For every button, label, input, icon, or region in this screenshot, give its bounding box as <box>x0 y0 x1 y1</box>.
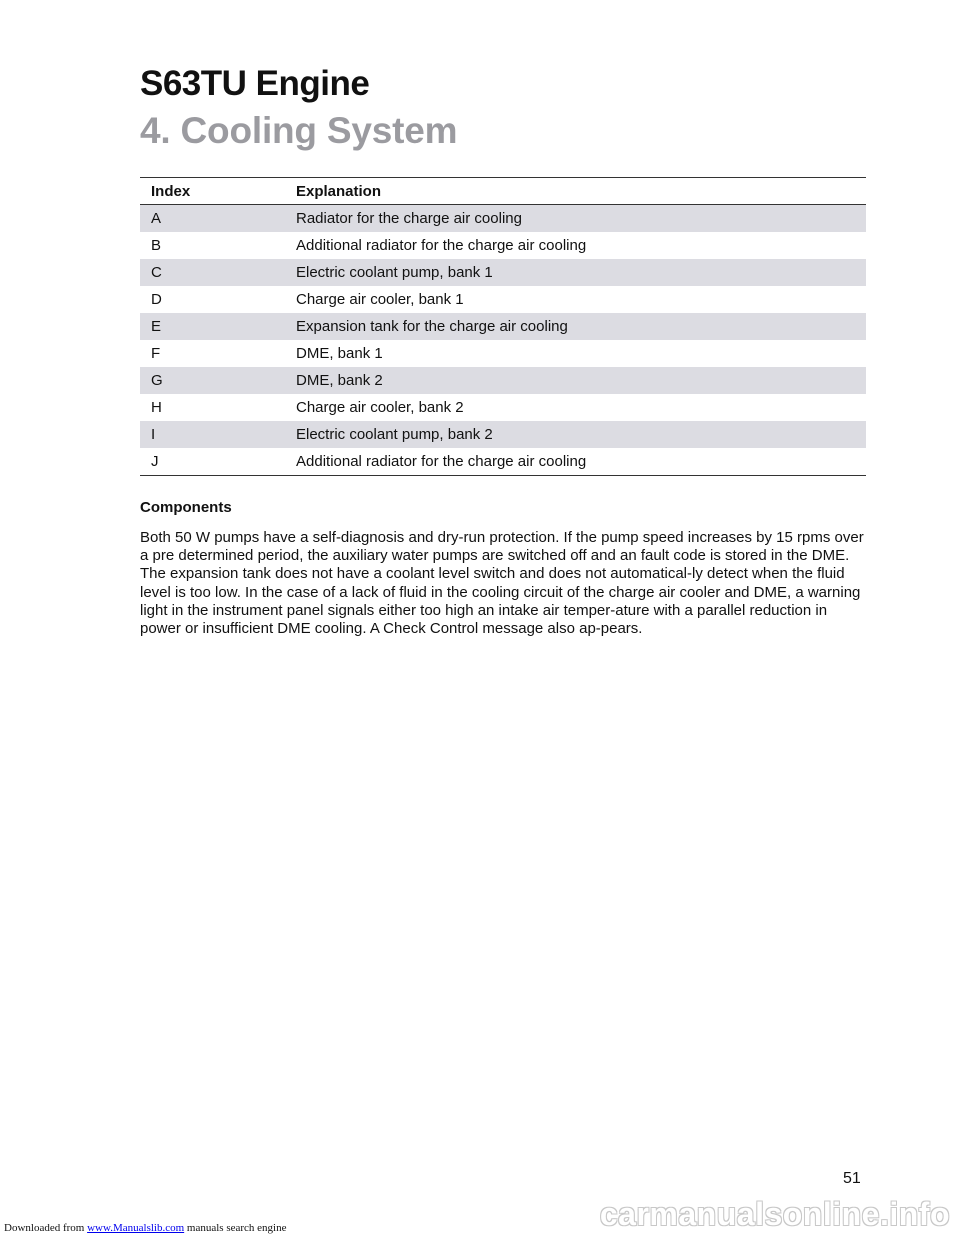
page-title: S63TU Engine <box>140 64 370 103</box>
table-row <box>140 259 866 286</box>
table-row <box>140 421 866 448</box>
table-row <box>140 340 866 367</box>
table-header-row <box>140 178 866 205</box>
table-row <box>140 232 866 259</box>
row-explanation: Electric coolant pump, bank 1 <box>296 264 493 281</box>
table-header <box>140 178 866 205</box>
column-header-index: Index <box>151 182 191 200</box>
row-index: H <box>151 399 162 416</box>
row-explanation: Electric coolant pump, bank 2 <box>296 426 493 443</box>
row-explanation: DME, bank 2 <box>296 372 383 389</box>
table-body <box>140 205 866 476</box>
row-index: C <box>151 264 162 281</box>
row-index: B <box>151 237 162 254</box>
watermark: carmanualsonline.info <box>599 1196 950 1232</box>
manualslib-link[interactable]: www.Manualslib.com <box>87 1222 185 1234</box>
index-table <box>140 177 866 476</box>
row-explanation: Expansion tank for the charge air cooling <box>296 318 568 335</box>
row-explanation: Additional radiator for the charge air cooling <box>296 237 587 254</box>
components-heading: Components <box>140 499 232 516</box>
table-row <box>140 313 866 340</box>
column-header-explanation: Explanation <box>296 182 382 200</box>
download-footer <box>4 1222 286 1234</box>
row-explanation: DME, bank 1 <box>296 345 383 362</box>
table-row <box>140 205 866 233</box>
row-explanation: Charge air cooler, bank 2 <box>296 399 464 416</box>
table-row <box>140 448 866 476</box>
row-index: E <box>151 318 162 335</box>
row-index: A <box>151 210 162 227</box>
table-row <box>140 367 866 394</box>
components-paragraph: Both 50 W pumps have a self-diagnosis and dry-run protection. If the pump speed increases by 15 rpms over a pre determined period, the auxiliary water pumps are switched off and an fault code is stored in the DME. The expansion tank does not have a coolant level switch and does not automatical-ly detect when the fluid level is too low. In the case of a lack of fluid in the cooling circuit of the charge air cooler and DME, a warning light in the instrument panel signals either too high an intake air temper-ature with a parallel reduction in power or insufficient DME cooling. A Check Control message also ap-pears. <box>140 529 864 638</box>
footer-suffix: manuals search engine <box>184 1222 287 1234</box>
row-index: D <box>151 291 162 308</box>
row-index: F <box>151 345 161 362</box>
page-number: 51 <box>843 1170 861 1187</box>
row-explanation: Additional radiator for the charge air cooling <box>296 453 587 470</box>
row-index: G <box>151 372 163 389</box>
table-row <box>140 394 866 421</box>
row-index: I <box>151 426 156 443</box>
section-title: 4. Cooling System <box>140 110 458 151</box>
row-index: J <box>151 453 159 470</box>
footer-prefix: Downloaded from <box>4 1222 88 1234</box>
row-explanation: Charge air cooler, bank 1 <box>296 291 464 308</box>
row-explanation: Radiator for the charge air cooling <box>296 210 522 227</box>
table-row <box>140 286 866 313</box>
